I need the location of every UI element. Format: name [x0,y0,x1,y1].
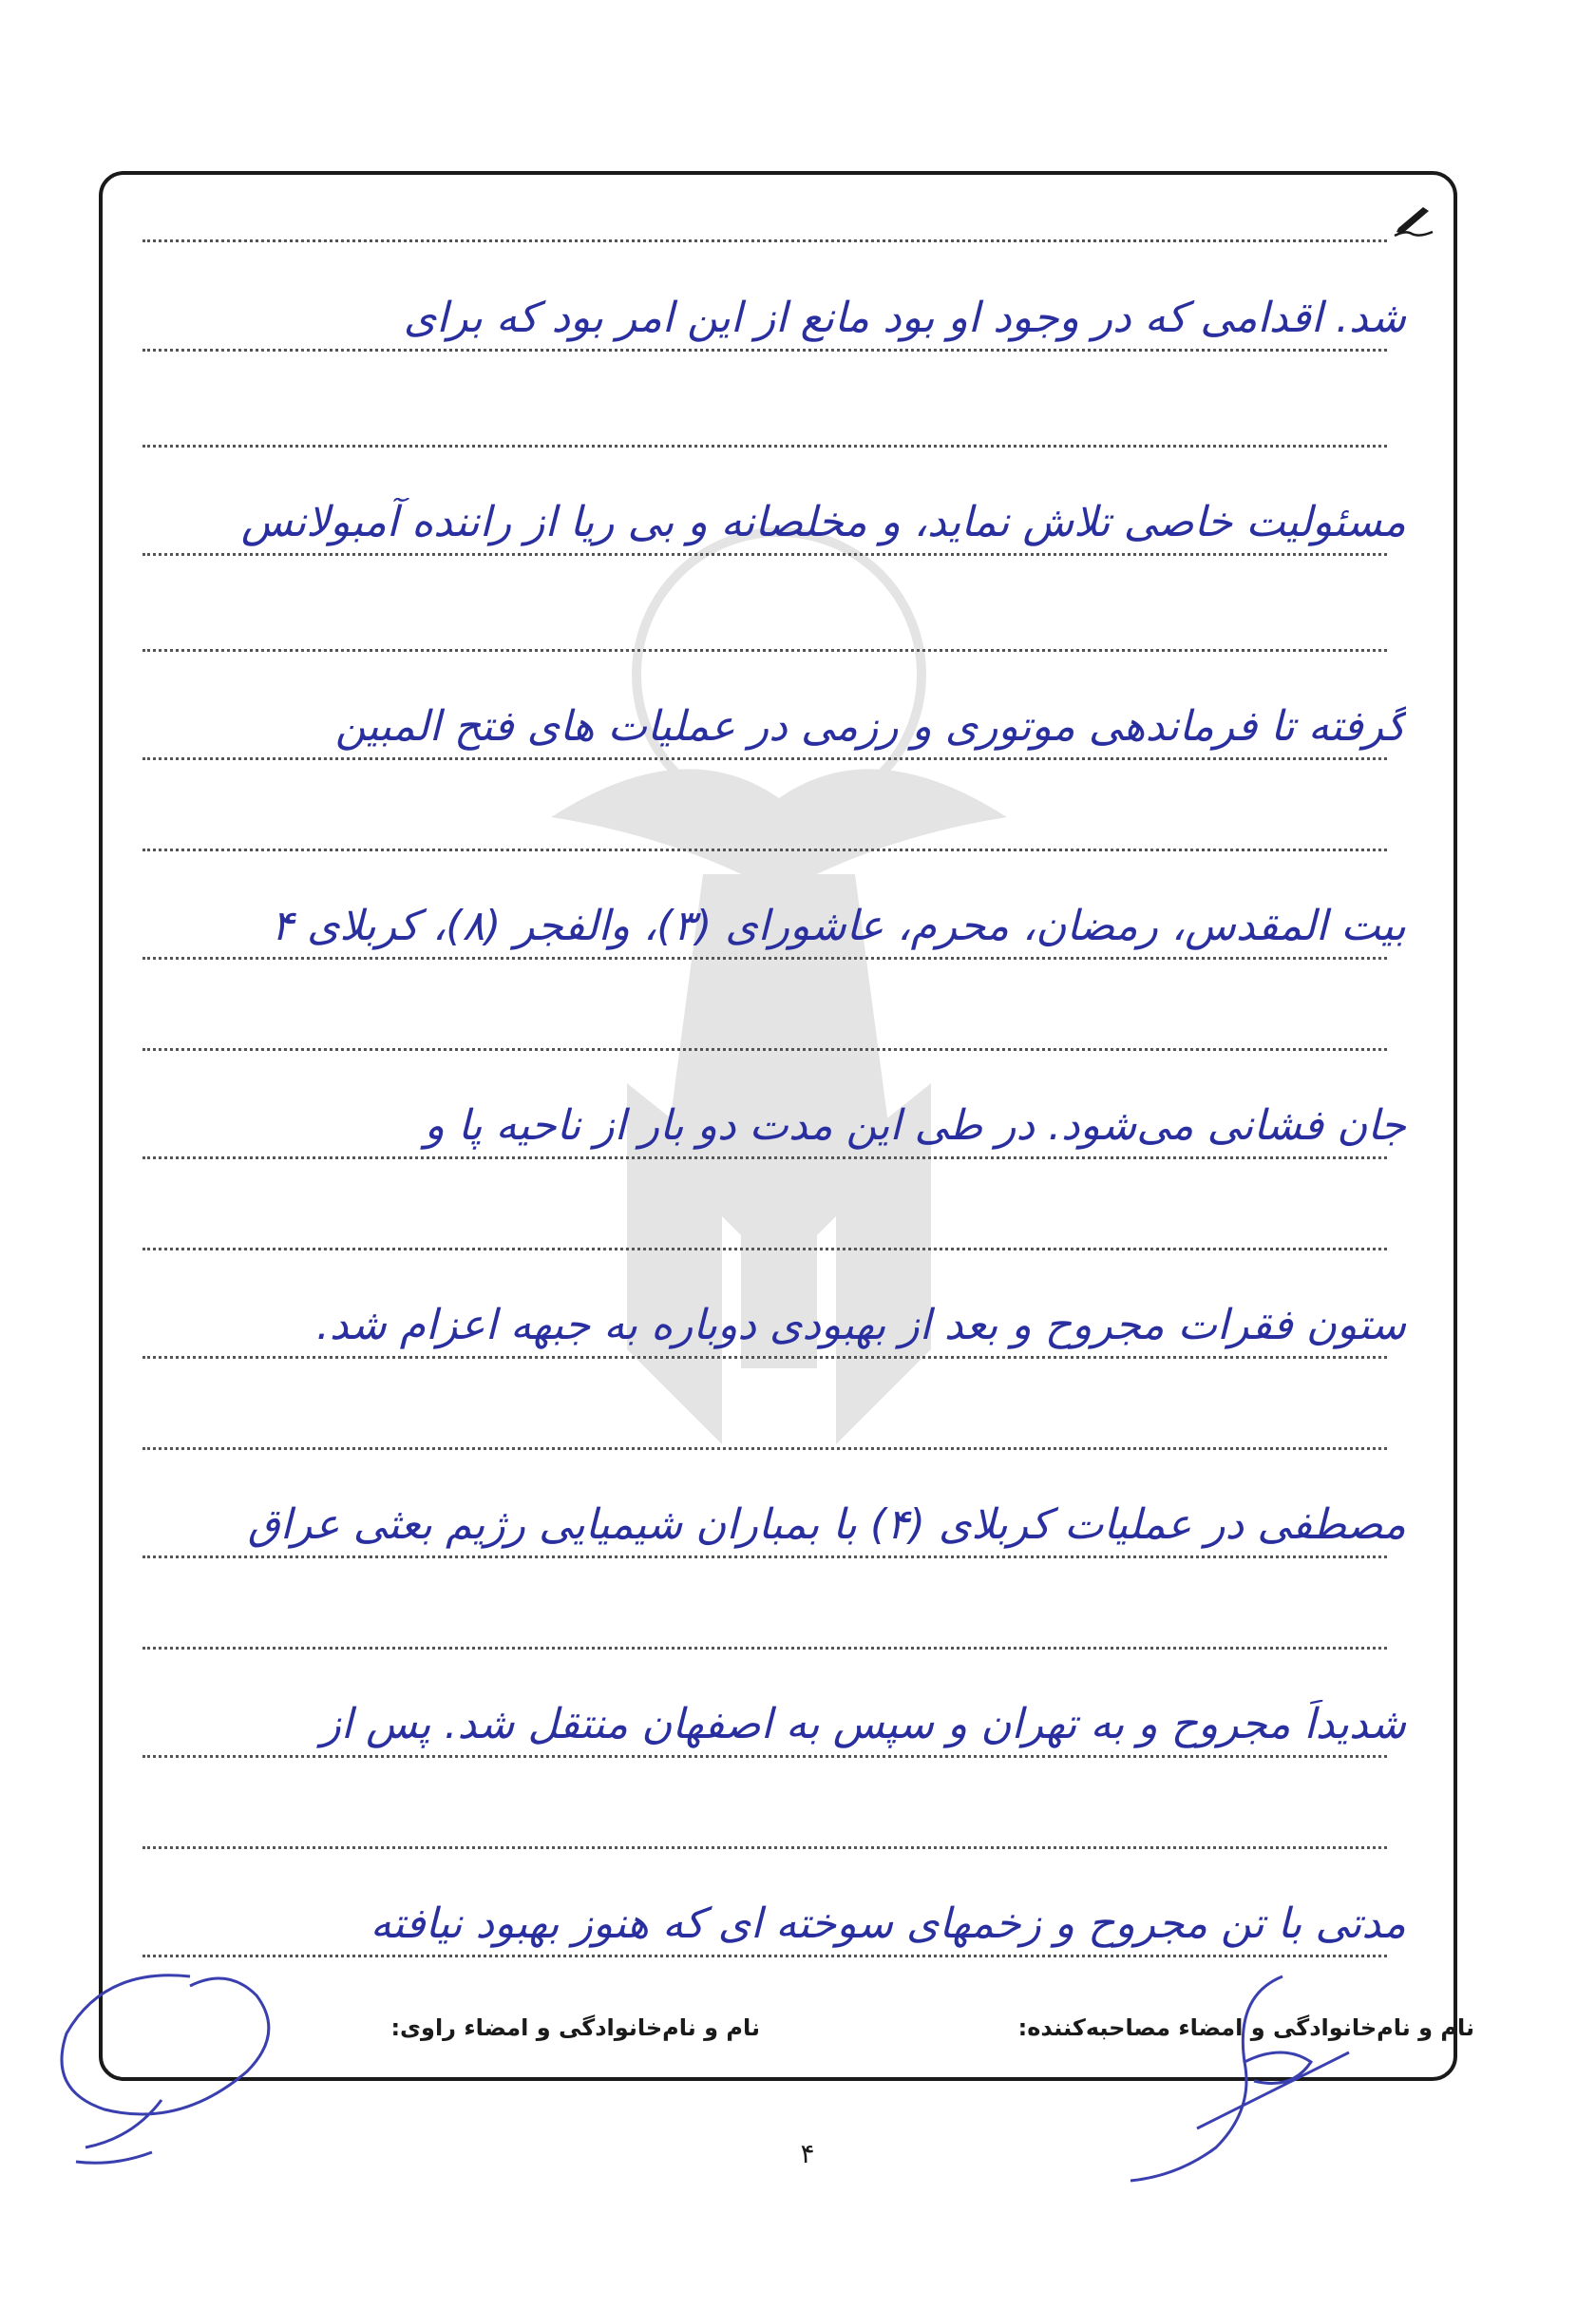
handwritten-line [124,656,1406,760]
dotted-rule [142,553,1387,556]
dotted-rule [142,1447,1387,1450]
dotted-rule [142,349,1387,352]
dotted-rule [142,849,1387,851]
dotted-rule [142,1555,1387,1558]
handwritten-text: شد. اقدامی که در وجود او بود مانع از این امر بود که برای [403,294,1406,342]
pen-writing-icon [1393,205,1434,238]
dotted-rule [142,1755,1387,1758]
handwritten-line [124,1055,1406,1159]
narrator-signature-label: نام و نام‌خانوادگی و امضاء راوی: [390,2014,760,2041]
handwritten-text: مدتی با تن مجروح و زخمهای سوخته ای که هنوز بهبود نیافته [370,1899,1406,1948]
narrator-signature [48,1957,294,2185]
handwritten-line [124,1653,1406,1758]
dotted-rule [142,1048,1387,1051]
interviewer-signature [1064,1957,1368,2185]
handwritten-text: بیت المقدس، رمضان، محرم، عاشورای (۳)، والفجر (۸)، کربلای ۴ [271,902,1406,950]
handwritten-text: مسئولیت خاصی تلاش نماید، و مخلصانه و بی ریا از راننده آمبولانس [240,498,1406,546]
dotted-rule [142,649,1387,652]
handwritten-line [124,1853,1406,1957]
interviewer-signature-label: نام و نام‌خانوادگی و امضاء مصاحبه‌کننده: [1017,2014,1474,2041]
handwritten-text: جان فشانی می‌شود. در طی این مدت دو بار از ناحیه پا و [424,1101,1406,1150]
top-dotted-line [142,239,1387,242]
handwritten-text: شدیداً مجروح و به تهران و سپس به اصفهان منتقل شد. پس از [320,1700,1406,1748]
handwritten-text: گرفته تا فرماندهی موتوری و رزمی در عملیات های فتح المبین [334,702,1406,751]
handwritten-line [124,1454,1406,1558]
dotted-rule [142,757,1387,760]
handwritten-line [124,451,1406,556]
handwritten-line [124,855,1406,960]
watermark-emblem [437,494,1121,1520]
dotted-rule [142,1846,1387,1849]
handwritten-line [124,247,1406,352]
dotted-rule [142,1248,1387,1250]
dotted-rule [142,1156,1387,1159]
dotted-rule [142,1356,1387,1359]
dotted-rule [142,1647,1387,1650]
dotted-rule [142,957,1387,960]
dotted-rule [142,445,1387,448]
handwritten-text: ستون فقرات مجروح و بعد از بهبودی دوباره به جبهه اعزام شد. [315,1301,1406,1349]
handwritten-line [124,1254,1406,1359]
page-number: ۴ [800,2138,815,2169]
handwritten-text: مصطفی در عملیات کربلای (۴) با بمباران شیمیایی رژیم بعثی عراق [247,1500,1406,1549]
